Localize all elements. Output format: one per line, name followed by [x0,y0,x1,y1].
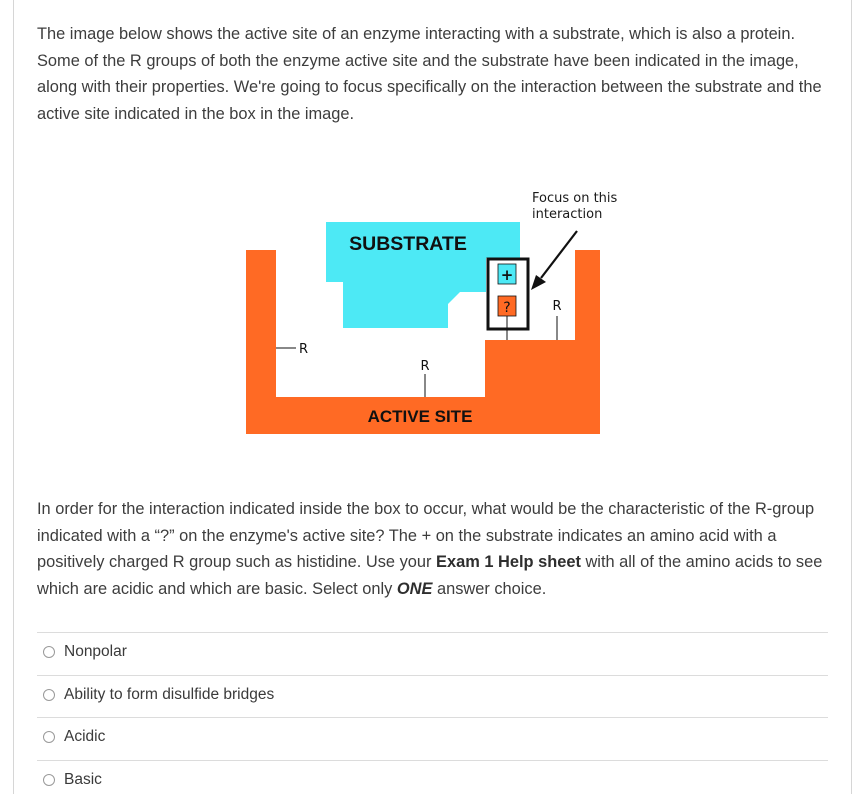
r-right-label: R [552,299,561,314]
radio-button[interactable] [43,731,55,743]
prompt-bold-italic: ONE [397,580,433,598]
question-prompt [37,496,837,602]
answer-option-disulfide[interactable] [37,675,828,718]
r-group-middle [420,359,429,397]
answer-option-acidic[interactable] [37,717,828,760]
answer-options [37,632,828,802]
prompt-part3: answer choice. [432,580,546,598]
answer-label[interactable]: Acidic [64,728,105,746]
answer-option-basic[interactable] [37,760,828,802]
prompt-part1: In order for the interaction indicated inside the box to occur, what would be the characteristic of the R-group indicated with a “?” on the enzyme's active site? The + on the substrate indicates an amino acid with a positively charged R group such as histidine. Use your [37,500,814,571]
prompt-bold: Exam 1 Help sheet [436,553,581,571]
enzyme-substrate-diagram [230,182,630,444]
r-middle-label: R [420,359,429,374]
substrate-label: SUBSTRATE [349,233,467,255]
plus-symbol: + [501,266,514,284]
answer-label[interactable]: Nonpolar [64,643,127,661]
radio-button[interactable] [43,689,55,701]
active-site-label: ACTIVE SITE [368,407,473,426]
answer-label[interactable]: Basic [64,771,102,789]
focus-label-line2: interaction [532,207,602,222]
focus-label-line1: Focus on this [532,191,618,206]
question-symbol: ? [503,300,510,316]
radio-button[interactable] [43,646,55,658]
r-group-left [276,342,308,357]
answer-option-nonpolar[interactable] [37,632,828,675]
answer-label[interactable]: Ability to form disulfide bridges [64,686,274,704]
intro-paragraph: The image below shows the active site of an enzyme interacting with a substrate, which is also a protein. Some of the R groups of both the enzyme active site and the substrate have been indicated in the image, along with their properties. We're going to focus specifically on the interaction between the substrate and the active site indicated in the box in the image. [37,21,837,127]
r-group-right [552,299,561,340]
prompt-part2: with all of the amino acids to see which are acidic and which are basic. Select only [37,553,822,598]
focus-arrow-icon [531,231,577,290]
r-left-label: R [299,342,308,357]
radio-button[interactable] [43,774,55,786]
